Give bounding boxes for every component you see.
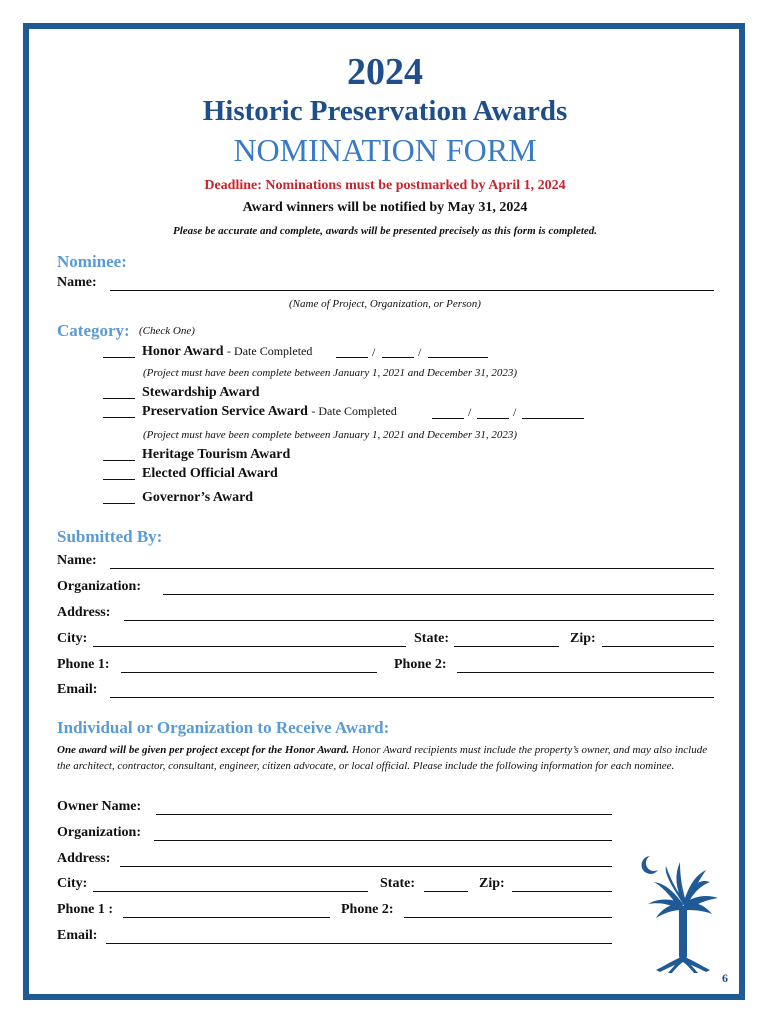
notification-text: Award winners will be notified by May 31, 2024 [242,200,528,215]
recipient-city-field[interactable] [93,891,368,892]
recipient-zip-field[interactable] [512,891,612,892]
submitter-city-field[interactable] [93,646,406,647]
honor-award-checkbox[interactable] [103,357,135,358]
recipient-phone1-field[interactable] [123,917,330,918]
submitter-name-field[interactable] [110,568,714,569]
governor-award-checkbox[interactable] [103,503,135,504]
elected-award-label: Elected Official Award [142,466,278,481]
category-hint: (Check One) [139,325,195,337]
owner-name-label: Owner Name: [57,799,142,814]
preservation-date-month-field[interactable] [432,418,464,419]
submitter-phone2-field[interactable] [457,672,714,673]
honor-award-option [142,344,312,360]
recipient-organization-field[interactable] [154,840,612,841]
accuracy-note: Please be accurate and complete, awards will be presented precisely as this form is completed. [172,225,598,237]
date-separator: / [513,405,517,419]
submitter-organization-field[interactable] [163,594,714,595]
submitter-email-label: Email: [57,682,98,697]
heritage-award-label: Heritage Tourism Award [142,447,291,462]
date-separator: / [372,345,376,359]
submitter-zip-field[interactable] [602,646,714,647]
nominee-name-label: Name: [57,275,97,290]
recipient-heading: Individual or Organization to Receive Award: [57,718,390,737]
honor-award-label: Honor Award [142,344,224,359]
recipient-state-label: State: [380,876,415,891]
date-separator: / [468,405,472,419]
recipient-phone2-label: Phone 2: [341,902,394,917]
year-heading: 2024 [347,51,423,93]
owner-name-field[interactable] [156,814,612,815]
page-number: 6 [722,971,728,985]
recipient-email-field[interactable] [106,943,612,944]
category-heading: Category: [57,321,130,340]
submitter-state-field[interactable] [454,646,559,647]
heritage-award-checkbox[interactable] [103,460,135,461]
submitter-phone1-label: Phone 1: [57,657,110,672]
nominee-heading: Nominee: [57,252,127,271]
deadline-text: Deadline: Nominations must be postmarked by April 1, 2024 [204,178,566,193]
submitter-phone1-field[interactable] [121,672,377,673]
recipient-state-field[interactable] [424,891,468,892]
submitter-address-field[interactable] [124,620,714,621]
preservation-award-option [142,404,397,420]
palmetto-crescent-icon [636,852,726,977]
recipient-zip-label: Zip: [479,876,505,891]
form-title: Historic Preservation Awards [202,95,568,127]
honor-award-note: (Project must have been complete between January 1, 2021 and December 31, 2023) [143,367,518,379]
honor-date-label: - Date Completed [227,344,313,358]
honor-date-year-field[interactable] [428,357,488,358]
preservation-award-note: (Project must have been complete between January 1, 2021 and December 31, 2023) [143,429,518,441]
submitter-name-label: Name: [57,553,97,568]
stewardship-award-checkbox[interactable] [103,398,135,399]
submitter-organization-label: Organization: [57,579,141,594]
recipient-organization-label: Organization: [57,825,141,840]
preservation-award-checkbox[interactable] [103,417,135,418]
recipient-phone1-label: Phone 1 : [57,902,113,917]
nominee-name-caption: (Name of Project, Organization, or Person) [289,298,481,310]
preservation-award-label: Preservation Service Award [142,404,308,419]
submitter-email-field[interactable] [110,697,714,698]
submitter-city-label: City: [57,631,88,646]
honor-date-month-field[interactable] [336,357,368,358]
submitter-zip-label: Zip: [570,631,596,646]
preservation-date-year-field[interactable] [522,418,584,419]
recipient-instructions-body: Honor Award recipients must include the property’s owner, and may also include the architect, contractor, consultant, engineer, citizen advocate, or local official. Please include the following information for each nominee. [57,744,708,772]
nominee-name-field[interactable] [110,290,714,291]
recipient-phone2-field[interactable] [404,917,612,918]
preservation-date-label: - Date Completed [311,404,397,418]
elected-award-checkbox[interactable] [103,479,135,480]
recipient-address-label: Address: [57,851,111,866]
submitter-address-label: Address: [57,605,111,620]
recipient-instructions-lead: One award will be given per project except for the Honor Award. [57,744,350,756]
recipient-city-label: City: [57,876,88,891]
submitter-phone2-label: Phone 2: [394,657,447,672]
form-subtitle: NOMINATION FORM [233,132,537,168]
recipient-instructions [57,742,717,774]
submitted-by-heading: Submitted By: [57,527,163,546]
honor-date-day-field[interactable] [382,357,414,358]
governor-award-label: Governor’s Award [142,490,254,505]
preservation-date-day-field[interactable] [477,418,509,419]
recipient-address-field[interactable] [120,866,612,867]
recipient-email-label: Email: [57,928,98,943]
submitter-state-label: State: [414,631,449,646]
stewardship-award-label: Stewardship Award [142,385,260,400]
date-separator: / [418,345,422,359]
